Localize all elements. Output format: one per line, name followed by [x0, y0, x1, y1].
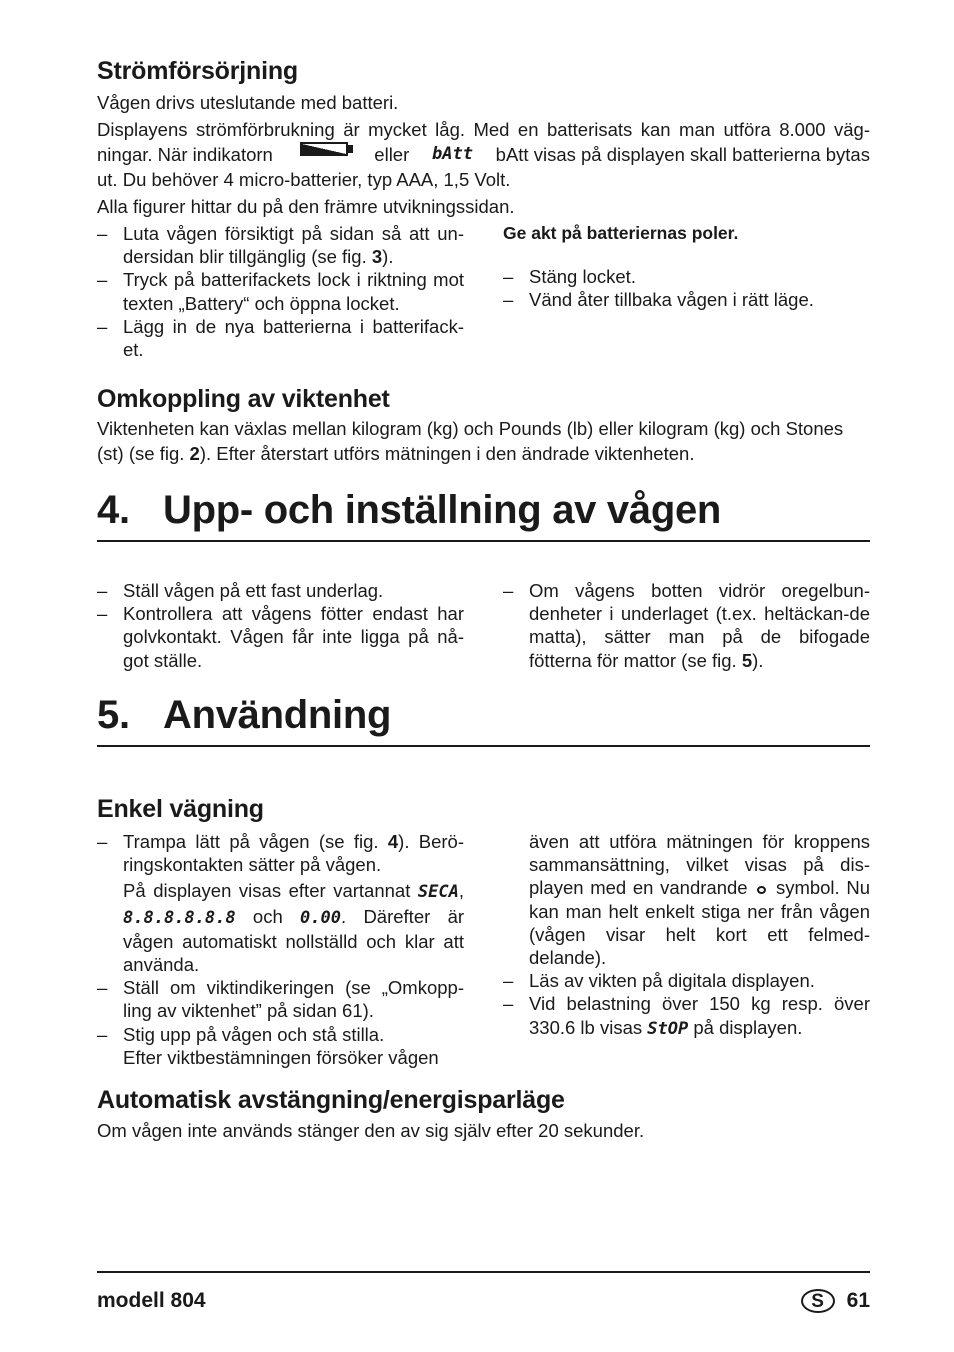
- heading-auto-off: Automatisk avstängning/energisparläge: [97, 1086, 565, 1114]
- heading-units: Omkoppling av viktenhet: [97, 385, 390, 413]
- walking-segment-icon: [757, 886, 766, 894]
- units-text: (st) (se fig.: [97, 443, 190, 464]
- list-item-continuation: Efter viktbestämningen försöker vågen: [123, 1046, 439, 1068]
- list-item: – Vid belastning över 150 kg resp. över 330.6 lb visas StOP på displayen.: [503, 993, 870, 1039]
- list-item-text: symbol. Nu kan man helt enkelt stiga ner från vågen (vågen visar helt kort ett felmed-delande).: [529, 877, 871, 969]
- list-item: – Vänd åter tillbaka vågen i rätt läge.: [503, 289, 814, 311]
- power-paragraph-2-line-3: ut. Du behöver 4 micro-batterier, typ AAA, 1,5 Volt.: [97, 169, 511, 190]
- setup-right-list: [503, 579, 870, 672]
- chapter-5-rule: [97, 745, 870, 747]
- chapter-4-title: [97, 488, 721, 533]
- weighing-left-column: [97, 830, 464, 1069]
- list-item-text: på displayen.: [693, 1016, 803, 1038]
- chapter-title: Upp- och inställning av vågen: [163, 488, 722, 532]
- body-composition-text: [503, 830, 870, 969]
- display-sequence-text: På displayen visas efter vartannat SECA, 8.8.8.8.8.8 och 0.00. Därefter är vågen automatiskt nollställd och klar att använda.: [123, 880, 465, 976]
- list-item-text: Om vågens botten vidrör oregelbun-denheter i underlaget (t.ex. heltäckan-de matta), sätter man på de bifogade fötterna för mattor (se fig.: [529, 580, 870, 671]
- units-line-1: Viktenheten kan växlas mellan kilogram (kg) och Pounds (lb) eller kilogram (kg) och Stones: [97, 418, 844, 439]
- figure-ref: 4: [387, 831, 399, 852]
- units-text: ). Efter återstart utförs mätningen i den ändrade viktenheten.: [199, 443, 695, 464]
- list-item-text: Stig upp på vågen och stå stilla.: [123, 1023, 385, 1045]
- battery-indicator-icon: [300, 142, 348, 156]
- list-item: – Ställ om viktindikeringen (se „Omkopp-ling av viktenhet” på sidan 61).: [97, 977, 464, 1022]
- list-item: – Ställ vågen på ett fast underlag.: [97, 580, 384, 601]
- list-item-text: Tryck på batterifackets lock i riktning mot texten „Battery“ och öppna locket.: [123, 269, 464, 314]
- list-item-text: även att utföra mätningen för kroppens sammansättning, vilket visas på dis-playen med en vandrande: [529, 831, 870, 899]
- weighing-right-column: [503, 830, 870, 1041]
- power-right-column: [503, 222, 870, 312]
- chapter-title: Användning: [163, 693, 392, 737]
- lcd-stop-symbol: StOP: [647, 1018, 689, 1039]
- list-item: – Trampa lätt på vågen (se fig. 4). Berö-ringskontakten sätter på vågen.: [97, 831, 464, 876]
- power-text-c: bAtt visas på displayen skall batterierna bytas: [495, 144, 870, 165]
- page-number: 61: [846, 1289, 870, 1312]
- heading-power: Strömförsörjning: [97, 57, 298, 85]
- list-item-text: ).: [382, 246, 394, 268]
- chapter-5-title: [97, 693, 391, 738]
- list-item-text: Ställ vågen på ett fast underlag.: [123, 580, 384, 601]
- list-item: – Läs av vikten på digitala displayen.: [503, 970, 815, 992]
- list-item-text: Luta vågen försiktigt på sidan så att un-dersidan blir tillgänglig (se fig.: [123, 223, 464, 268]
- power-text-a: ningar. När indikatorn: [97, 144, 273, 165]
- list-item-text: Kontrollera att vågens fötter endast har golvkontakt. Vågen får inte ligga på nå-got ställe.: [123, 603, 464, 671]
- list-item: – Stig upp på vågen och stå stilla.: [97, 1023, 385, 1045]
- list-item: – Luta vågen försiktigt på sidan så att un-dersidan blir tillgänglig (se fig. 3).: [97, 223, 464, 268]
- list-item: – Lägg in de nya batterierna i batterifack-et.: [97, 315, 464, 361]
- power-paragraph-2-line-2: [97, 142, 870, 168]
- list-item: – Kontrollera att vågens fötter endast har golvkontakt. Vågen får inte ligga på nå-got ställe.: [97, 603, 464, 671]
- figure-ref: 2: [189, 443, 200, 464]
- auto-off-text: Om vågen inte används stänger den av sig själv efter 20 sekunder.: [97, 1120, 645, 1141]
- list-item-text: Vid belastning över 150 kg resp. över 330.6 lb visas: [529, 993, 870, 1038]
- list-item-text: Vänd åter tillbaka vågen i rätt läge.: [529, 289, 814, 311]
- heading-simple-weighing: Enkel vägning: [97, 795, 264, 823]
- list-item-text: Lägg in de nya batterierna i batterifack-et.: [123, 315, 464, 361]
- language-badge: S: [801, 1289, 835, 1313]
- list-item-text: Läs av vikten på digitala displayen.: [529, 970, 815, 992]
- lcd-seca-symbol: SECA: [417, 882, 459, 903]
- power-text-b: eller: [374, 144, 410, 165]
- list-item-text: Trampa lätt på vågen (se fig.: [123, 831, 388, 852]
- lcd-batt-symbol: bAtt: [431, 144, 473, 164]
- figure-ref: 3: [371, 246, 383, 268]
- power-left-list: [97, 222, 464, 361]
- setup-left-list: [97, 579, 464, 672]
- chapter-number: 5.: [97, 693, 130, 737]
- list-item-text: ). Berö-ringskontakten sätter på vågen.: [123, 831, 464, 876]
- lcd-eights-symbol: 8.8.8.8.8.8: [123, 907, 236, 928]
- footer-rule: [97, 1271, 870, 1273]
- list-item-text: Stäng locket.: [529, 266, 636, 288]
- power-paragraph-1: Vågen drivs uteslutande med batteri.: [97, 92, 399, 113]
- list-item-text: ).: [752, 649, 764, 671]
- list-item-text: Ställ om viktindikeringen (se „Omkopp-ling av viktenhet” på sidan 61).: [123, 977, 464, 1022]
- list-item-text: och: [252, 905, 283, 927]
- polarity-warning: Ge akt på batteriernas poler.: [503, 223, 739, 243]
- lcd-zero-symbol: 0.00: [300, 907, 341, 928]
- power-paragraph-3: Alla figurer hittar du på den främre utvikningssidan.: [97, 196, 515, 217]
- footer-model: modell 804: [97, 1289, 206, 1312]
- power-paragraph-2-line-1: Displayens strömförbrukning är mycket låg. Med en batterisats kan man utföra 8.000 väg-: [97, 119, 870, 140]
- list-item: – Tryck på batterifackets lock i riktning mot texten „Battery“ och öppna locket.: [97, 269, 464, 314]
- figure-ref: 5: [741, 649, 753, 671]
- footer-page-info: [801, 1289, 870, 1313]
- list-item-text: . Därefter är vågen automatiskt nollställd och klar att använda.: [123, 905, 465, 976]
- list-item: – Stäng locket.: [503, 266, 636, 288]
- chapter-number: 4.: [97, 488, 130, 532]
- list-item: – Om vågens botten vidrör oregelbun-denheter i underlaget (t.ex. heltäckan-de matta), sätter man på de bifogade fötterna för mattor (se fig. 5).: [503, 580, 870, 671]
- units-line-2: [97, 441, 870, 467]
- list-item-text: På displayen visas efter vartannat: [123, 880, 411, 902]
- chapter-4-rule: [97, 540, 870, 542]
